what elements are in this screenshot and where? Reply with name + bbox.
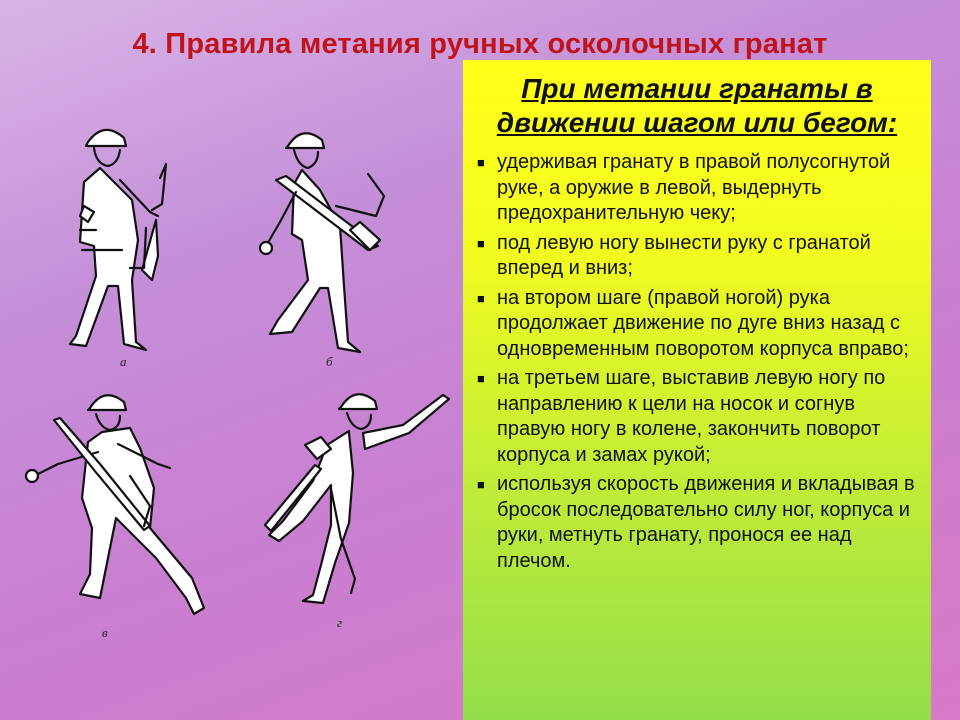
bullet-icon: ■ xyxy=(477,371,485,386)
bullet-icon: ■ xyxy=(477,235,485,251)
figure-c-label: в xyxy=(102,625,108,640)
rule-text: на третьем шаге, выставив левую ногу по направлению к цели на носок и согнув правую ногу в колене, закончить поворот корпуса и замах рукой; xyxy=(497,367,886,466)
bullet-icon: ■ xyxy=(477,290,485,306)
rule-text: на втором шаге (правой ногой) рука продолжает движение по дуге вниз назад с одновременным поворотом корпуса вправо; xyxy=(497,286,909,360)
rule-text: под левую ногу вынести руку с гранатой вперед и вниз; xyxy=(497,231,871,279)
figure-d-illustration xyxy=(245,375,455,630)
figure-d-label: г xyxy=(337,615,343,630)
bullet-icon: ■ xyxy=(477,155,485,170)
list-item xyxy=(477,366,917,468)
panel-heading: При метании гранаты в движении шагом или бегом: xyxy=(496,73,898,138)
rules-panel xyxy=(463,60,931,720)
figure-b-illustration xyxy=(260,120,410,369)
figure-a-illustration xyxy=(60,120,200,369)
bullet-icon: ■ xyxy=(477,477,485,492)
rules-list xyxy=(463,150,931,574)
figure-b-label: б xyxy=(326,354,333,369)
list-item xyxy=(477,472,917,574)
list-item xyxy=(477,231,917,282)
figure-c-illustration xyxy=(20,380,240,640)
slide-title: 4. Правила метания ручных осколочных гранат xyxy=(132,28,828,60)
rule-text: удерживая гранату в правой полусогнутой руке, а оружие в левой, выдернуть предохранительную чеку; xyxy=(497,151,891,224)
throwing-figures xyxy=(15,110,455,670)
figure-a-label: а xyxy=(120,354,127,369)
list-item xyxy=(477,150,917,227)
rule-text: используя скорость движения и вкладывая в бросок последовательно силу ног, корпуса и руки, метнуть гранату, пронося ее над плечом. xyxy=(497,473,915,572)
list-item xyxy=(477,286,917,363)
